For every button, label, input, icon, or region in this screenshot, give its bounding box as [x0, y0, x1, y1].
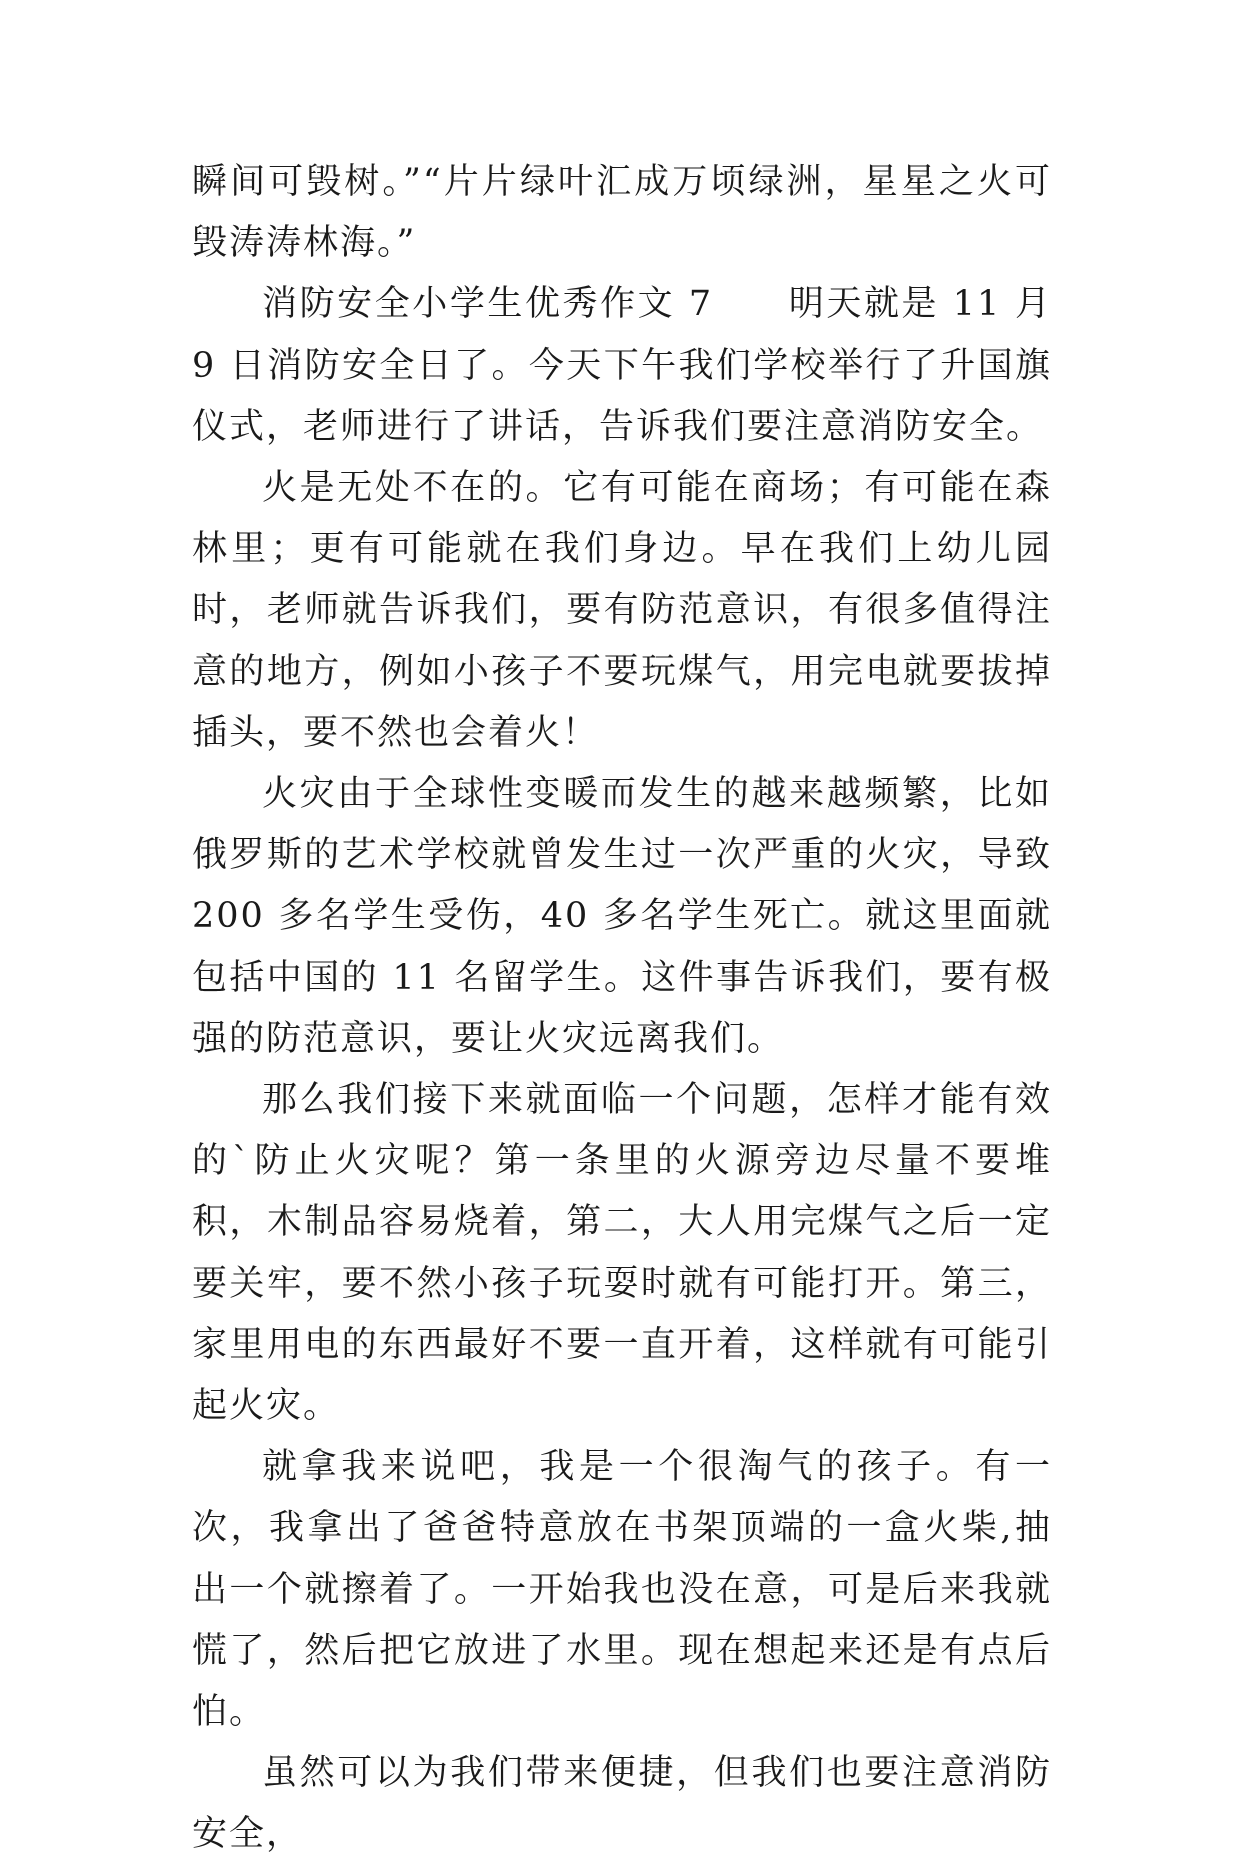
- paragraph-essay-7-intro: 消防安全小学生优秀作文 7 明天就是 11 月 9 日消防安全日了。今天下午我们学校举行了升国旗仪式，老师进行了讲话，告诉我们要注意消防安全。: [192, 284, 1052, 447]
- essay-body: [192, 152, 1052, 1866]
- paragraph-russia-fire: 火灾由于全球性变暖而发生的越来越频繁，比如俄罗斯的艺术学校就曾发生过一次严重的火灾，导致 200 多名学生受伤，40 多名学生死亡。就这里面就包括中国的 11 名留学生。这件事告诉我们，要有极强的防范意识，要让火灾远离我们。: [192, 774, 1052, 1059]
- paragraph-closing: 虽然可以为我们带来便捷，但我们也要注意消防安全，: [192, 1753, 1052, 1855]
- paragraph-continuation: 瞬间可毁树。”“片片绿叶汇成万顷绿洲，星星之火可毁涛涛林海。”: [192, 162, 1052, 264]
- paragraph-personal-story: 就拿我来说吧，我是一个很淘气的孩子。有一次，我拿出了爸爸特意放在书架顶端的一盒火柴,抽出一个就擦着了。一开始我也没在意，可是后来我就慌了，然后把它放进了水里。现在想起来还是有点后怕。: [192, 1447, 1052, 1733]
- paragraph-fire-everywhere: 火是无处不在的。它有可能在商场；有可能在森林里；更有可能就在我们身边。早在我们上幼儿园时，老师就告诉我们，要有防范意识，有很多值得注意的地方，例如小孩子不要玩煤气，用完电就要拔掉插头，要不然也会着火！: [192, 468, 1052, 753]
- paragraph-prevention-tips: 那么我们接下来就面临一个问题，怎样才能有效的`防止火灾呢？第一条里的火源旁边尽量不要堆积，木制品容易烧着，第二，大人用完煤气之后一定要关牢，要不然小孩子玩耍时就有可能打开。第三，家里用电的东西最好不要一直开着，这样就有可能引起火灾。: [192, 1080, 1052, 1427]
